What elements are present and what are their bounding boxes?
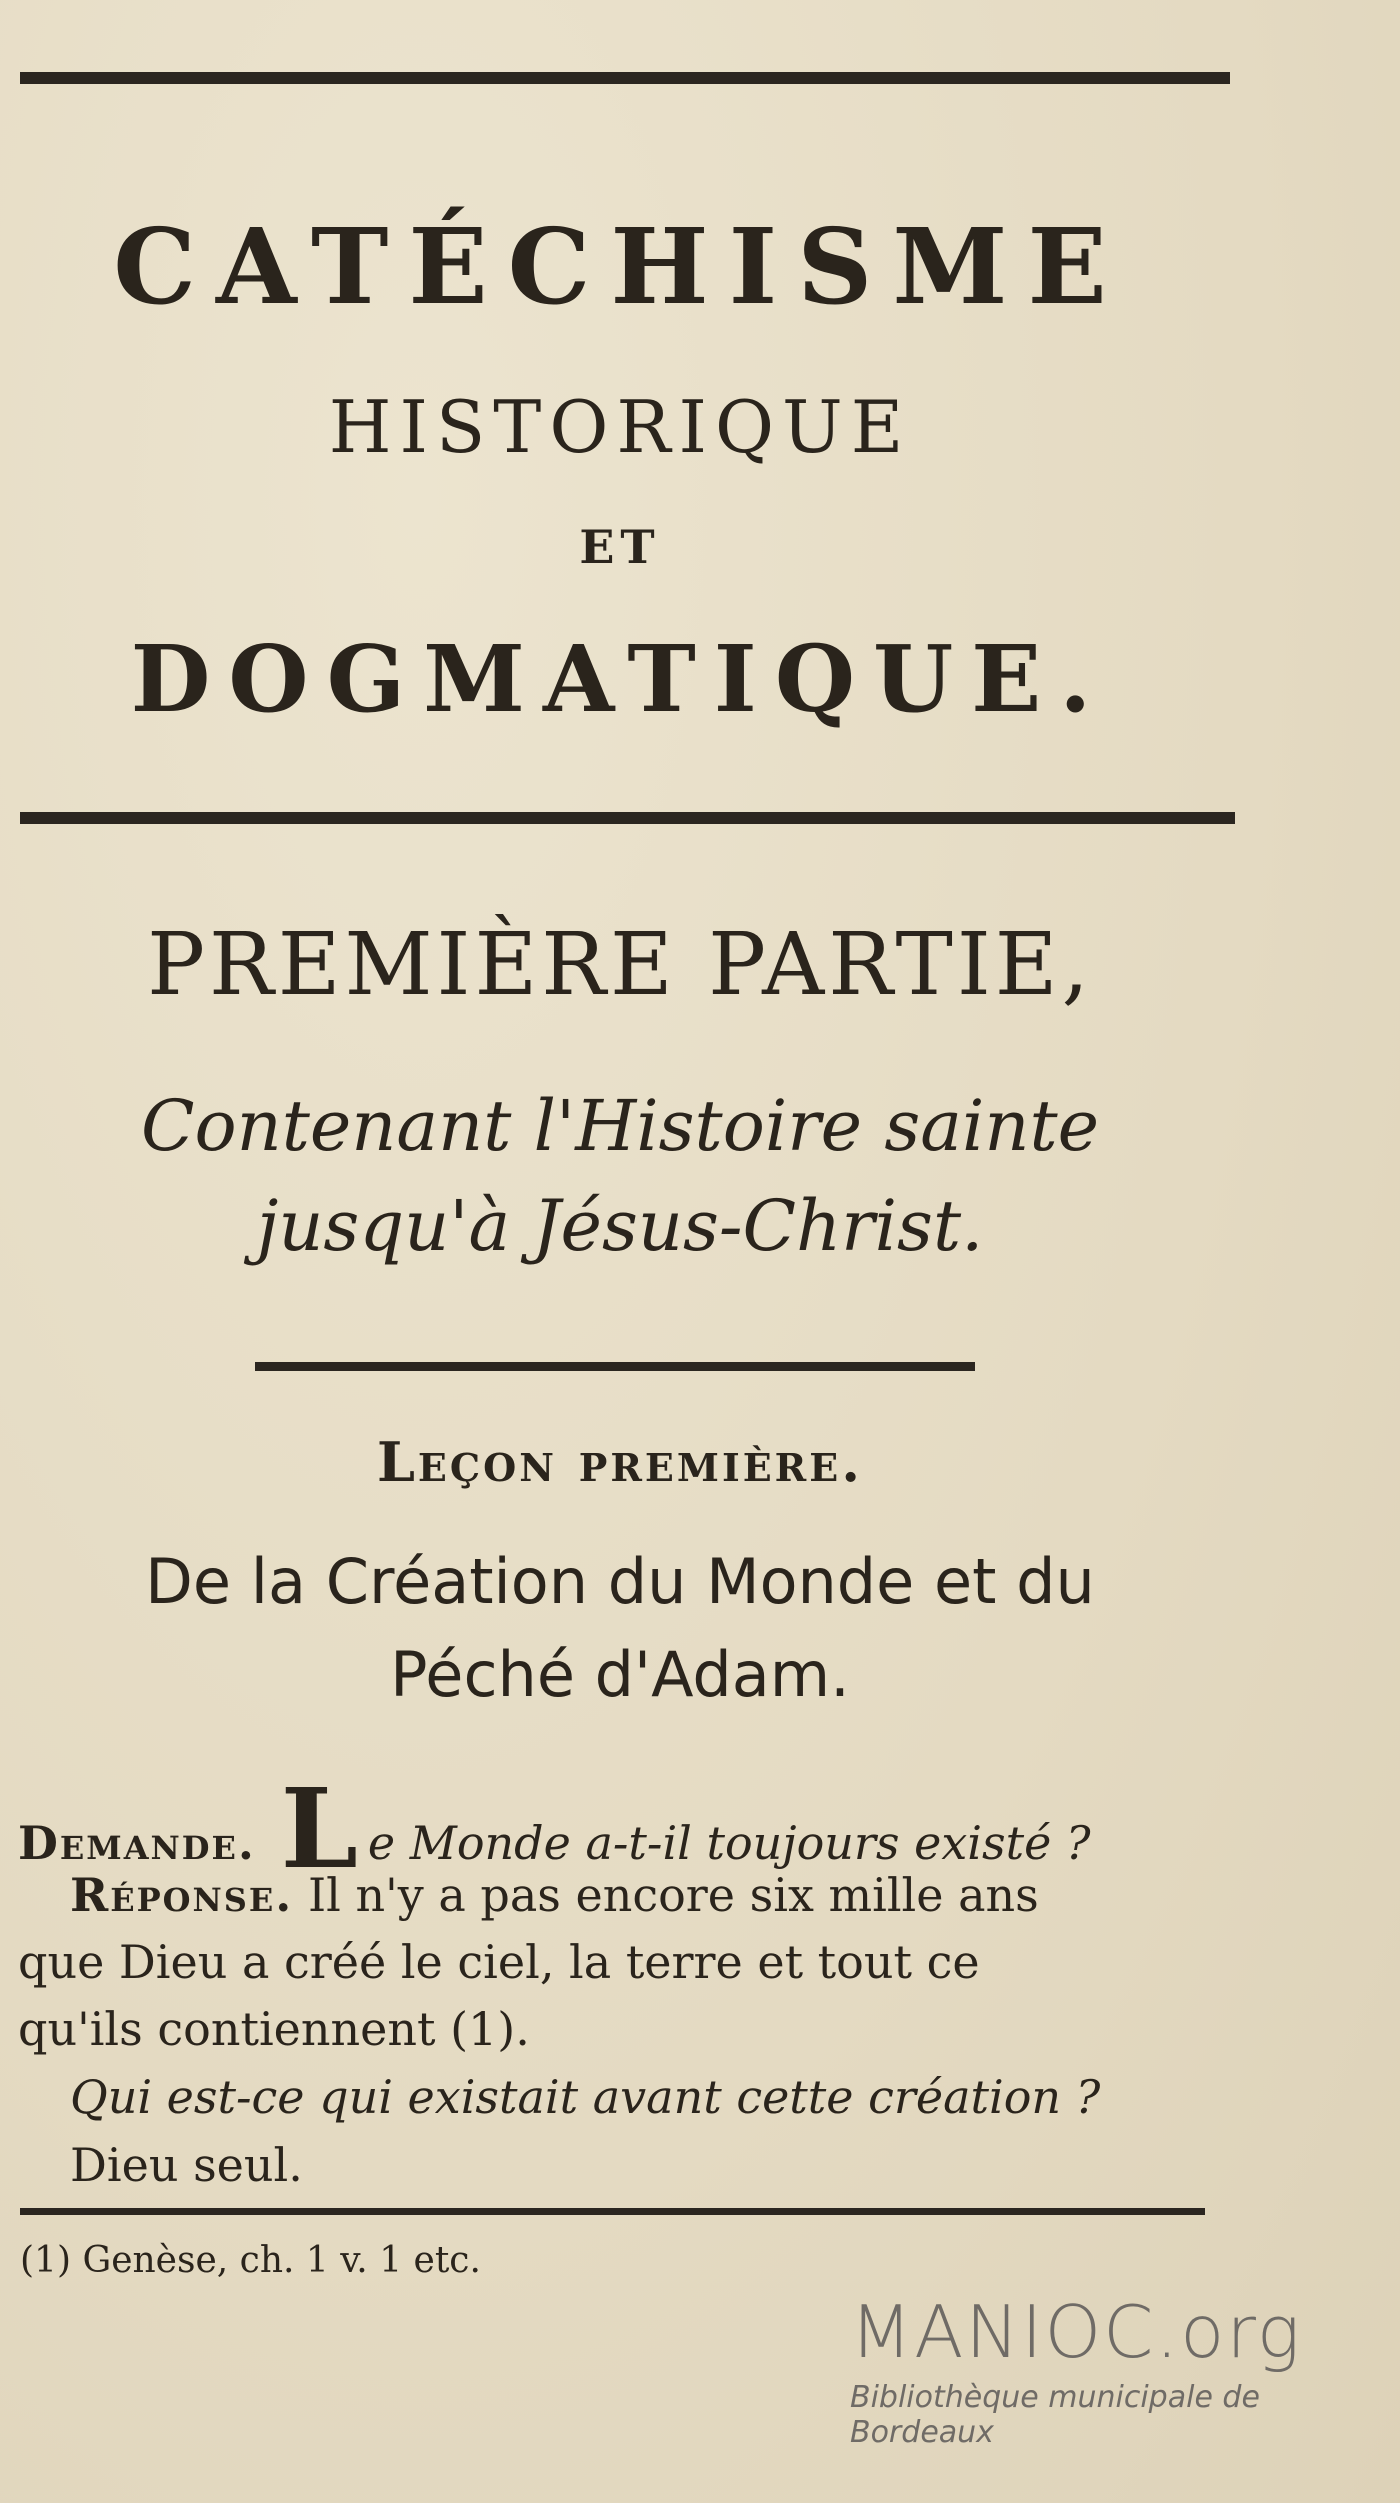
manioc-watermark [850, 2290, 1390, 2450]
answer-1-line1 [70, 1868, 1300, 1922]
footnote: (1) Genèse, ch. 1 v. 1 etc. [20, 2240, 481, 2281]
question-text: e Monde a-t-il toujours existé ? [367, 1816, 1091, 1870]
part-subtitle-line1: Contenant l'Histoire sainte [140, 1085, 1100, 1167]
question-2: Qui est-ce qui existait avant cette création ? [70, 2070, 1101, 2124]
part-subtitle-line2: jusqu'à Jésus-Christ. [256, 1185, 984, 1267]
ornamental-dashed-rule [255, 1362, 975, 1371]
lesson-title-line1: De la Création du Monde et du [145, 1545, 1095, 1618]
title-main: CATÉCHISME [113, 205, 1127, 328]
question-label: Demande. [18, 1816, 256, 1870]
top-double-rule [20, 72, 1230, 84]
title-historique: HISTORIQUE [328, 385, 912, 469]
answer-1-line3: qu'ils contiennent (1). [18, 2002, 530, 2056]
answer-1-line2: que Dieu a créé le ciel, la terre et tout ce [18, 1935, 980, 1989]
library-credit: Bibliothèque municipale de Bordeaux [850, 2380, 1260, 2450]
footnote-divider-rule [20, 2208, 1205, 2215]
title-divider-rule [20, 812, 1235, 824]
part-heading: PREMIÈRE PARTIE, [147, 915, 1093, 1015]
title-et: ET [579, 520, 661, 574]
manioc-logo: MANIOC.org [850, 2290, 1302, 2374]
lesson-title-line2: Péché d'Adam. [390, 1638, 850, 1711]
answer-2: Dieu seul. [70, 2138, 303, 2192]
title-dogmatique: DOGMATIQUE. [130, 625, 1110, 733]
drop-cap: L [280, 1764, 358, 1893]
question-1 [18, 1764, 1248, 1893]
answer-label: Réponse. [70, 1868, 294, 1922]
lesson-number: Leçon première. [376, 1430, 864, 1494]
answer-text-line1: Il n'y a pas encore six mille ans [307, 1868, 1039, 1922]
